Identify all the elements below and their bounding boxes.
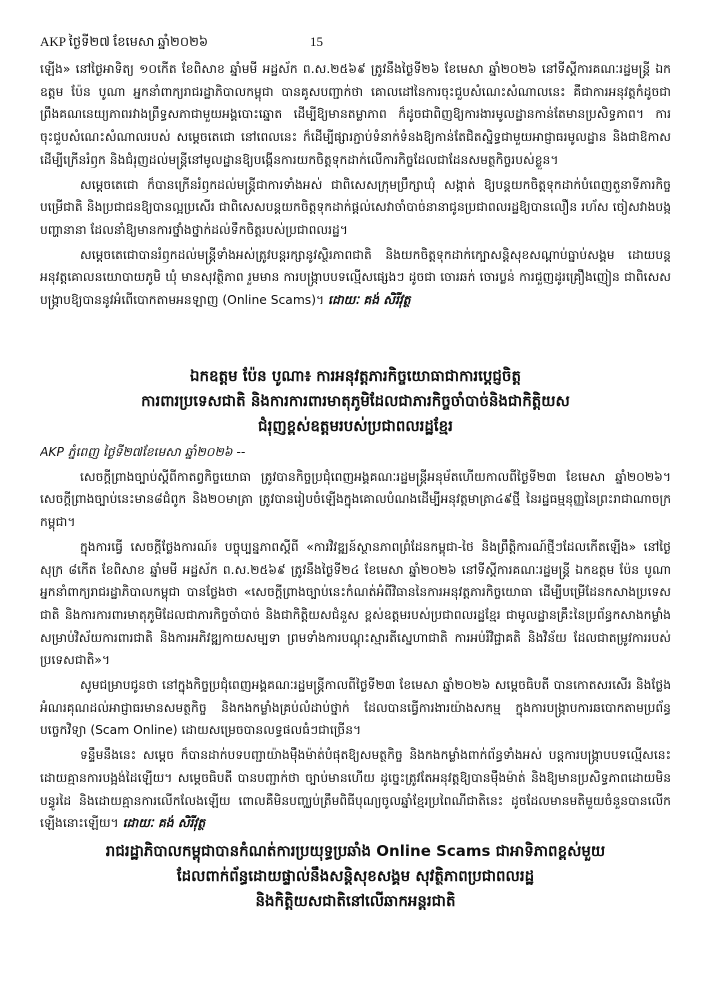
article-3-headline-line: រាជរដ្ឋាភិបាលកម្ពុជាបានកំណត់ការប្រយុទ្ធប្រឆាំង Online Scams ជាអាទិភាពខ្ពស់មួយ bbox=[105, 841, 606, 860]
article-2-paragraph: សេចក្តីព្រាងច្បាប់ស្តីពីកាតព្វកិច្ចយោធា ត្រូវបានកិច្ចប្រជុំពេញអង្គគណៈរដ្ឋមន្ត្រីអនុម័តហើយកាលពីថ្ងៃទី២៣ ខែមេសា ឆ្នាំ២០២៦។ សេចក្តីព្រាងច្បាប់នេះមាន៨ជំពូក និង២០មាត្រា ត្រូវបានរៀបចំឡើងក្នុងគោលបំណងដើម្បីអនុវត្តមាត្រា៤៩ថ្មី នៃរដ្ឋធម្មនុញ្ញនៃព្រះរាជាណាចក្រកម្ពុជា។ bbox=[40, 469, 671, 530]
article-2-paragraph bbox=[40, 744, 671, 835]
article-2-paragraph: សូមជម្រាបជូនថា នៅក្នុងកិច្ចប្រជុំពេញអង្គគណៈរដ្ឋមន្ត្រីកាលពីថ្ងៃទី២៣ ខែមេសា ឆ្នាំ២០២៦ សម្តេចធិបតី បានកោតសរសើរ និងថ្លែងអំណរគុណដល់អាជ្ញាធរមានសមត្ថកិច្ច និងកងកម្លាំងគ្រប់លំដាប់ថ្នាក់ ដែលបានធ្វើការងារយ៉ាងសកម្ម ក្នុងការបង្ក្រាបការឆបោកតាមប្រព័ន្ធបច្ចេកវិទ្យា (Scam Online) ដោយសម្រេចបានលទ្ធផលធំៗជាច្រើន។ bbox=[40, 678, 671, 738]
page-number: 15 bbox=[310, 34, 323, 49]
page-header bbox=[40, 34, 667, 54]
article-2-headline-line: ការពារប្រទេសជាតិ និងការការពារមាតុភូមិដែលជាភារកិច្ចចាំបាច់និងជាកិត្តិយស bbox=[141, 392, 570, 410]
article-2-headline-line: ឯកឧត្តម ប៉ែន បូណា៖ ការអនុវត្តភារកិច្ចយោធាជាការប្តេជ្ញចិត្ត bbox=[190, 367, 521, 385]
article-2-paragraph: ក្នុងការធ្វើ សេចក្តីថ្លែងការណ៍៖ បច្ចុប្បន្នភាពស្តីពី «ការវិវឌ្ឍន៍ស្ថានភាពព្រំដែនកម្ពុជា-ថៃ និងព្រឹត្តិការណ៍ថ្មីៗដែលកើតឡើង» នៅថ្ងៃសុក្រ ៨កើត ខែពិសាខ ឆ្នាំមមី អដ្ឋស័ក ព.ស.២៥៦៩ ត្រូវនឹងថ្ងៃទី២៤ ខែមេសា ឆ្នាំ២០២៦ នៅទីស្តីការគណៈរដ្ឋមន្ត្រី ឯកឧត្តម ប៉ែន បូណា អ្នកនាំពាក្យរាជរដ្ឋាភិបាលកម្ពុជា បានថ្លែងថា «សេចក្តីព្រាងច្បាប់នេះកំណត់អំពីវិធាននៃការអនុវត្តភារកិច្ចយោធា ដើម្បីបម្រើដែនកសាងប្រទេសជាតិ និងការការពារមាតុភូមិដែលជាភារកិច្ចចាំបាច់ និងជាកិត្តិយសជំនួស ខ្ពស់ឧត្តមរបស់ប្រជាពលរដ្ឋខ្មែរ ជាមូលដ្ឋានគ្រឹះនៃប្រព័ន្ធកសាងកម្លាំងសម្រាប់វិស័យការពារជាតិ និងការអភិវឌ្ឍកាយសម្បទា ព្រមទាំងការបណ្តុះស្មារតីស្នេហាជាតិ ការអប់រំវិជ្ជាគតិ និងវិន័យ ដែលជាតម្រូវការរបស់ប្រទេសជាតិ»។ bbox=[40, 539, 671, 668]
article-2-headline-line: ជំរុញខ្ពស់ឧត្តមរបស់ប្រជាពលរដ្ឋខ្មែរ bbox=[258, 417, 453, 435]
article-2-headline bbox=[40, 364, 671, 439]
article-3-headline-line: ដែលពាក់ព័ន្ធដោយផ្ទាល់នឹងសន្តិសុខសង្គម សុវត្ថិភាពប្រជាពលរដ្ឋ bbox=[176, 866, 535, 885]
article-1-paragraph bbox=[40, 244, 671, 312]
header-source-date: AKP ថ្ងៃទី២៧ ខែមេសា ឆ្នាំ២០២៦ bbox=[40, 34, 209, 49]
article-1-paragraph: សម្តេចតេជោ ក៏បានក្រើនរំឭកដល់មន្ត្រីជាការទាំងអស់ ជាពិសេសក្រុមប្រឹក្សាឃុំ សង្កាត់ ឱ្យបន្តយកចិត្តទុកដាក់បំពេញតួនាទីភារកិច្ចបម្រើជាតិ និងប្រជាជនឱ្យបានល្អប្រសើរ ជាពិសេសបន្តយកចិត្តទុកដាក់ផ្តល់សេវាចាំបាច់នានាជូនប្រជាពលរដ្ឋឱ្យបានលឿន រហ័ស ចៀសវាងបង្កបញ្ហានានា ដែលនាំឱ្យមានការថ្នាំងថ្នាក់ដល់ទឹកចិត្តរបស់ប្រជាពលរដ្ឋ។ bbox=[40, 177, 671, 237]
article-2-byline: ដោយៈ គង់ សិរីវុត្ថ bbox=[122, 816, 206, 831]
article-2-paragraph-text: ទន្ទឹមនឹងនេះ សម្តេច ក៏បានដាក់បទបញ្ជាយ៉ាងម៉ឺងម៉ាត់បំផុតឱ្យសមត្ថកិច្ច និងកងកម្លាំងពាក់ព័ន្ធទាំងអស់ បន្តការបង្ក្រាបបទល្មើសនេះដោយគ្មានការបង្អង់ដៃឡើយ។ សម្តេចធិបតី បានបញ្ជាក់ថា ច្បាប់មានហើយ ដូច្នេះត្រូវតែអនុវត្តឱ្យបានម៉ឺងម៉ាត់ និងឱ្យមានប្រសិទ្ធភាពដោយមិនបន្ធូរដៃ និងដោយគ្មានការលើកលែងឡើយ ពោលគឺមិនបញ្ឈប់ត្រឹមពិធីបុណ្យចូលឆ្នាំខ្មែរប្រពៃណីជាតិនេះ ដូចដែលមានមតិមួយចំនួនបានលើកឡើងនោះឡើយ។ bbox=[40, 748, 671, 831]
article-3-headline-line: និងកិត្តិយសជាតិនៅលើឆាកអន្តរជាតិ bbox=[255, 891, 456, 910]
article-2 bbox=[40, 362, 671, 837]
article-1 bbox=[40, 58, 671, 362]
article-1-paragraph-text: សម្តេចតេជោបានរំឭកដល់មន្ត្រីទាំងអស់ត្រូវបន្តរក្សានូវស្ថិរភាពជាតិ និងយកចិត្តទុកដាក់ក្បោសន្តិសុខសណ្តាប់ធ្នាប់សង្គម ដោយបន្តអនុវត្តគោលនយោបាយភូមិ ឃុំ មានសុវត្ថិភាព រួមមាន ការបង្ក្រាបបទល្មើសផ្សេងៗ ដូចជា ចោរឆក់ ចោរប្លន់ ការជួញដូរគ្រឿងញៀន ជាពិសេសបង្ក្រាបឱ្យបាននូវអំពើបោកតាមអនឡាញ (Online Scams)។ bbox=[40, 247, 671, 308]
article-3-headline bbox=[40, 839, 671, 914]
article-1-paragraph: ឡើង» នៅថ្ងៃអាទិត្យ ១០កើត ខែពិសាខ ឆ្នាំមមី អដ្ឋស័ក ព.ស.២៥៦៩ ត្រូវនឹងថ្ងៃទី២៦ ខែមេសា ឆ្នាំ២០២៦ នៅទីស្តីការគណៈរដ្ឋមន្ត្រី ឯកឧត្តម ប៉ែន បូណា អ្នកនាំពាក្យរាជរដ្ឋាភិបាលកម្ពុជា បានគូសបញ្ជាក់ថា គោលដៅនៃការចុះជួបសំណេះសំណាលនេះ គឺជាការអនុវត្តកំដូចជាព្រឹងគណនេយ្យភាពរវាងព្រឹទ្ធសភាជាមួយអង្គបោះឆ្នោត ដើម្បីឱ្យមានតម្លាភាព ក៏ដូចជាពិញឱ្យការងារមូលដ្ឋានកាន់តែមានប្រសិទ្ធភាព។ ការចុះជួបសំណេះសំណាលរបស់ សម្តេចតេជោ នៅពេលនេះ ក៏ដើម្បីផ្សារភ្ជាប់ទំនាក់ទំនងឱ្យកាន់តែជិតស្និទ្ធជាមួយអាជ្ញាធរមូលដ្ឋាន និងជាឱកាសដើម្បីក្រើនរំឭក និងជំរុញដល់មន្ត្រីនៅមូលដ្ឋានឱ្យបង្កើនការយកចិត្តទុកដាក់លើការកិច្ចដែលជាដែនសមត្ថកិច្ចរបស់ខ្លួន។ bbox=[40, 62, 671, 167]
article-2-dateline: AKP ភ្នំពេញ ថ្ងៃទី២៧ខែមេសា ឆ្នាំ២០២៦ -- bbox=[40, 445, 246, 459]
page-content bbox=[40, 58, 671, 916]
article-1-byline: ដោយៈ គង់ សិរីវុត្ថ bbox=[328, 293, 411, 308]
